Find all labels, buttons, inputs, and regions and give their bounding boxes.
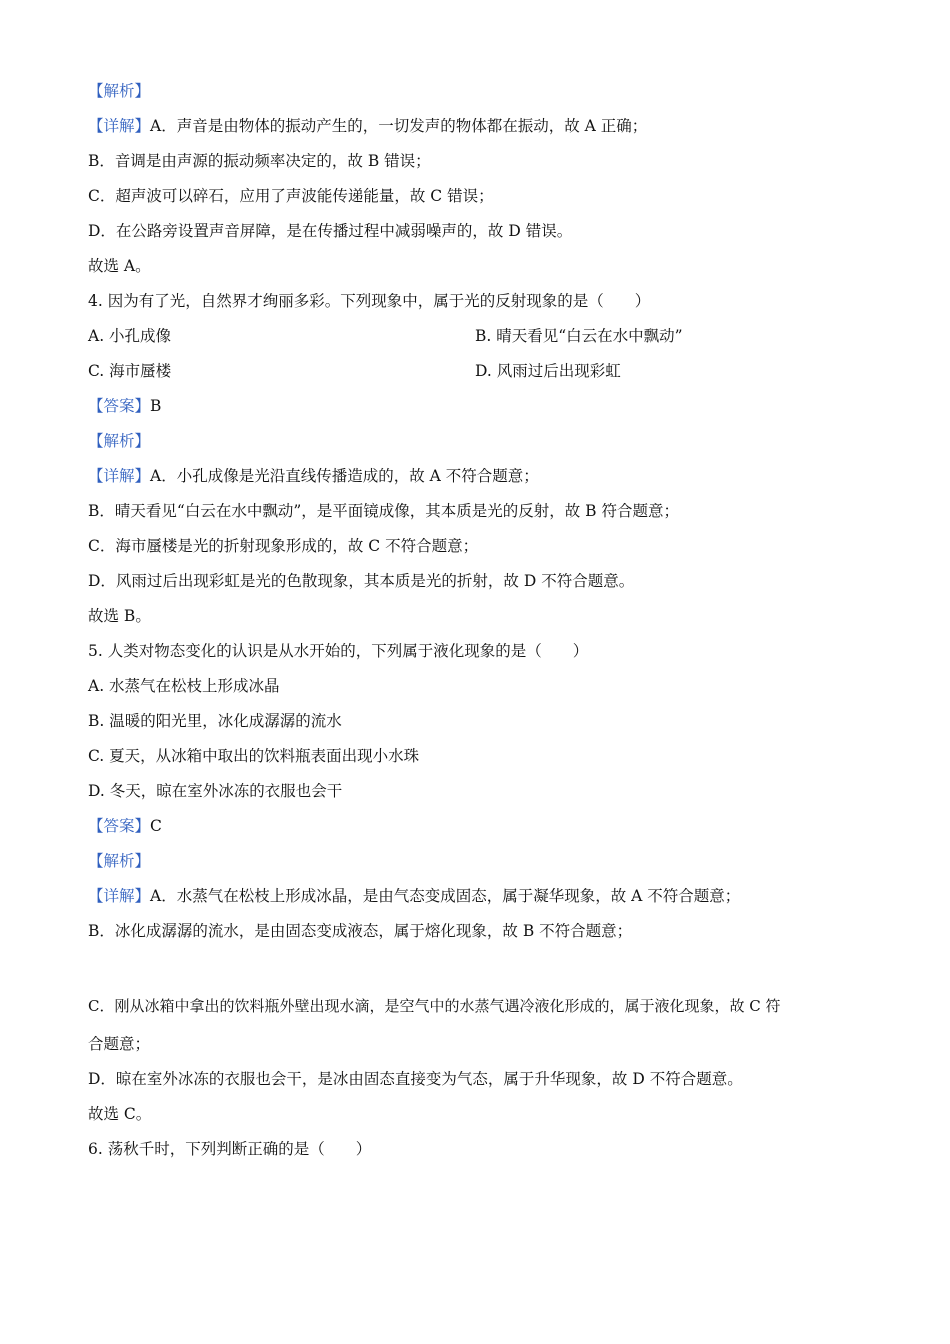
detail-line-c-2: 合题意； bbox=[88, 1035, 151, 1053]
analysis-label: 【解析】 bbox=[88, 852, 151, 870]
question-4-option-c: C. 海市蜃楼 bbox=[88, 362, 172, 380]
conclusion: 故选 A。 bbox=[88, 257, 151, 275]
detail-line-b: B．晴天看见“白云在水中飘动”，是平面镜成像，其本质是光的反射，故 B 符合题意； bbox=[88, 502, 679, 520]
answer-label: 【答案】 bbox=[88, 817, 151, 835]
answer-label: 【答案】 bbox=[88, 397, 151, 415]
question-4-option-a: A. 小孔成像 bbox=[88, 327, 172, 345]
detail-line-c: C．海市蜃楼是光的折射现象形成的，故 C 不符合题意； bbox=[88, 537, 479, 555]
conclusion: 故选 C。 bbox=[88, 1105, 152, 1123]
detail-text: A．小孔成像是光沿直线传播造成的，故 A 不符合题意； bbox=[150, 467, 539, 485]
detail-line-c: C．超声波可以碎石，应用了声波能传递能量，故 C 错误； bbox=[88, 187, 494, 205]
answer-value: C bbox=[150, 817, 162, 835]
detail-text: A．声音是由物体的振动产生的，一切发声的物体都在振动，故 A 正确； bbox=[150, 117, 648, 135]
analysis-label: 【解析】 bbox=[88, 82, 151, 100]
detail-label: 【详解】 bbox=[88, 467, 151, 485]
detail-line-d: D．在公路旁设置声音屏障，是在传播过程中减弱噪声的，故 D 错误。 bbox=[88, 222, 573, 240]
analysis-label: 【解析】 bbox=[88, 432, 151, 450]
detail-line-c-1: C．刚从冰箱中拿出的饮料瓶外壁出现水滴，是空气中的水蒸气遇冷液化形成的，属于液化现象，故 C 符 bbox=[88, 997, 781, 1015]
question-5-option-c: C. 夏天，从冰箱中取出的饮料瓶表面出现小水珠 bbox=[88, 747, 420, 765]
detail-line-d: D．晾在室外冰冻的衣服也会干，是冰由固态直接变为气态，属于升华现象，故 D 不符合题意。 bbox=[88, 1070, 743, 1088]
question-4-stem: 4. 因为有了光，自然界才绚丽多彩。下列现象中，属于光的反射现象的是（ ） bbox=[88, 292, 651, 310]
detail-line-d: D．风雨过后出现彩虹是光的色散现象，其本质是光的折射，故 D 不符合题意。 bbox=[88, 572, 635, 590]
detail-label: 【详解】 bbox=[88, 887, 151, 905]
detail-line-b: B．冰化成潺潺的流水，是由固态变成液态，属于熔化现象，故 B 不符合题意； bbox=[88, 922, 633, 940]
conclusion: 故选 B。 bbox=[88, 607, 151, 625]
detail-line bbox=[88, 465, 539, 487]
detail-line bbox=[88, 885, 740, 907]
detail-label: 【详解】 bbox=[88, 117, 151, 135]
detail-text: A．水蒸气在松枝上形成冰晶，是由气态变成固态，属于凝华现象，故 A 不符合题意； bbox=[150, 887, 741, 905]
question-5-answer bbox=[88, 815, 162, 837]
question-5-option-d: D. 冬天，晾在室外冰冻的衣服也会干 bbox=[88, 782, 343, 800]
question-5-stem: 5. 人类对物态变化的认识是从水开始的，下列属于液化现象的是（ ） bbox=[88, 642, 589, 660]
question-4-option-b: B. 晴天看见“白云在水中飘动” bbox=[475, 327, 683, 345]
detail-line-b: B．音调是由声源的振动频率决定的，故 B 错误； bbox=[88, 152, 431, 170]
question-5-option-a: A. 水蒸气在松枝上形成冰晶 bbox=[88, 677, 280, 695]
question-4-option-d: D. 风雨过后出现彩虹 bbox=[475, 362, 621, 380]
answer-value: B bbox=[150, 397, 162, 415]
question-5-option-b: B. 温暖的阳光里，冰化成潺潺的流水 bbox=[88, 712, 342, 730]
question-4-answer bbox=[88, 395, 161, 417]
question-6-stem: 6. 荡秋千时，下列判断正确的是（ ） bbox=[88, 1140, 372, 1158]
detail-line bbox=[88, 115, 647, 137]
